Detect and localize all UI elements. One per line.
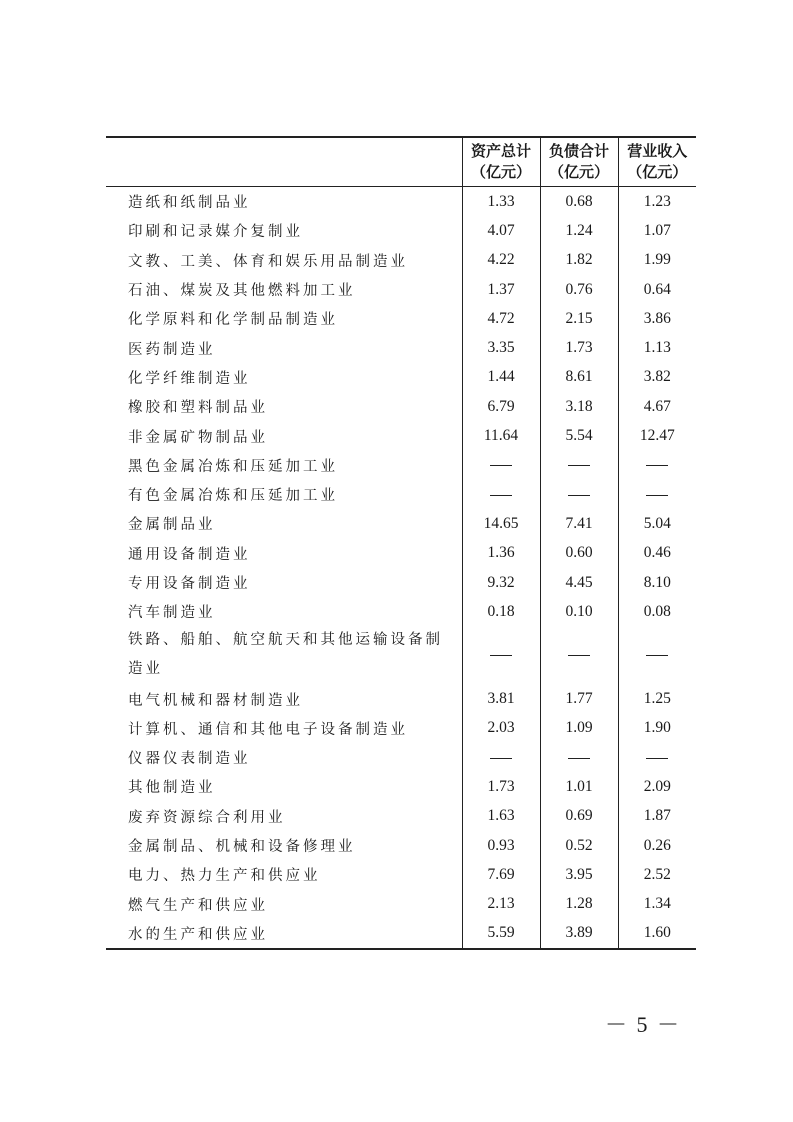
no-data-dash <box>568 495 590 496</box>
operating-revenue-cell: 0.46 <box>618 539 696 568</box>
header-operating-revenue <box>618 137 696 187</box>
table-row <box>106 451 696 480</box>
operating-revenue-cell: 2.09 <box>618 772 696 801</box>
total-liabilities-cell: 8.61 <box>540 363 618 392</box>
total-liabilities-cell: 0.60 <box>540 539 618 568</box>
industry-name-cell: 其他制造业 <box>128 780 216 797</box>
total-liabilities-cell: 1.82 <box>540 246 618 275</box>
industry-name-cell: 专用设备制造业 <box>128 576 251 592</box>
total-assets-cell: 9.32 <box>462 568 540 597</box>
total-assets-cell: 7.69 <box>462 860 540 889</box>
operating-revenue-cell <box>618 480 696 509</box>
total-assets-cell: 4.72 <box>462 304 540 333</box>
total-liabilities-cell: 1.24 <box>540 216 618 245</box>
no-data-dash <box>568 758 590 759</box>
total-liabilities-cell: 7.41 <box>540 509 618 538</box>
total-liabilities-cell <box>540 451 618 480</box>
header-total-assets-unit: （亿元） <box>470 163 531 181</box>
header-industry-name <box>106 137 462 187</box>
header-operating-revenue-unit: （亿元） <box>627 163 688 181</box>
table-row <box>106 333 696 362</box>
industry-name-cell: 电力、热力生产和供应业 <box>128 868 321 885</box>
total-assets-cell: 4.07 <box>462 216 540 245</box>
industry-name-cell: 计算机、通信和其他电子设备制造业 <box>128 721 408 738</box>
industry-name-cell: 金属制品、机械和设备修理业 <box>128 839 356 856</box>
page-number: － 5 － <box>604 1012 681 1037</box>
total-liabilities-cell: 0.10 <box>540 597 618 626</box>
operating-revenue-cell: 1.25 <box>618 684 696 713</box>
total-assets-cell <box>462 480 540 509</box>
total-assets-cell: 5.59 <box>462 919 540 949</box>
table-row <box>106 890 696 919</box>
total-assets-cell <box>462 743 540 772</box>
table-row <box>106 919 696 949</box>
table-row <box>106 597 696 626</box>
table-row <box>106 831 696 860</box>
total-assets-cell: 1.44 <box>462 363 540 392</box>
table-row <box>106 743 696 772</box>
operating-revenue-cell: 3.82 <box>618 363 696 392</box>
operating-revenue-cell: 12.47 <box>618 421 696 450</box>
total-liabilities-cell: 5.54 <box>540 421 618 450</box>
table-row <box>106 392 696 421</box>
operating-revenue-cell: 1.13 <box>618 333 696 362</box>
operating-revenue-cell: 4.67 <box>618 392 696 421</box>
table-row <box>106 421 696 450</box>
operating-revenue-cell: 0.26 <box>618 831 696 860</box>
table-header-row <box>106 137 696 187</box>
total-liabilities-cell: 1.01 <box>540 772 618 801</box>
table-row <box>106 860 696 889</box>
table-row <box>106 626 696 684</box>
total-liabilities-cell <box>540 480 618 509</box>
header-operating-revenue-label: 营业收入 <box>627 142 688 160</box>
no-data-dash <box>646 758 668 759</box>
operating-revenue-cell: 1.90 <box>618 714 696 743</box>
no-data-dash <box>646 655 668 656</box>
total-assets-cell: 3.81 <box>462 684 540 713</box>
total-assets-cell: 4.22 <box>462 246 540 275</box>
industry-name-cell: 橡胶和塑料制品业 <box>128 400 268 417</box>
industry-name-cell: 医药制造业 <box>128 341 216 358</box>
total-assets-cell: 14.65 <box>462 509 540 538</box>
table-body <box>106 187 696 950</box>
industry-name-cell: 造纸和纸制品业 <box>128 195 251 212</box>
industry-name-cell: 化学原料和化学制品制造业 <box>128 312 338 329</box>
industry-name-cell: 电气机械和器材制造业 <box>128 692 303 709</box>
total-assets-cell: 2.13 <box>462 890 540 919</box>
operating-revenue-cell: 1.34 <box>618 890 696 919</box>
industry-name-cell: 通用设备制造业 <box>128 546 251 563</box>
operating-revenue-cell: 0.64 <box>618 275 696 304</box>
header-total-assets-label: 资产总计 <box>470 142 531 160</box>
total-liabilities-cell: 4.45 <box>540 568 618 597</box>
total-assets-cell: 6.79 <box>462 392 540 421</box>
operating-revenue-cell <box>618 743 696 772</box>
industry-name-cell: 黑色金属冶炼和压延加工业 <box>128 458 338 475</box>
total-assets-cell: 1.37 <box>462 275 540 304</box>
no-data-dash <box>568 465 590 466</box>
table-row <box>106 246 696 275</box>
total-liabilities-cell: 0.68 <box>540 187 618 217</box>
operating-revenue-cell: 0.08 <box>618 597 696 626</box>
industry-name-cell: 铁路、船舶、航空航天和其他运输设备制造业 <box>128 632 443 678</box>
no-data-dash <box>646 495 668 496</box>
total-assets-cell: 1.33 <box>462 187 540 217</box>
industry-name-cell: 非金属矿物制品业 <box>128 429 268 446</box>
total-liabilities-cell: 1.09 <box>540 714 618 743</box>
table-row <box>106 216 696 245</box>
total-liabilities-cell <box>540 743 618 772</box>
table-row <box>106 304 696 333</box>
table-row <box>106 275 696 304</box>
total-assets-cell: 1.63 <box>462 802 540 831</box>
industry-name-cell: 汽车制造业 <box>128 605 216 622</box>
operating-revenue-cell: 1.87 <box>618 802 696 831</box>
operating-revenue-cell: 1.23 <box>618 187 696 217</box>
table-row <box>106 802 696 831</box>
table-header <box>106 137 696 187</box>
total-liabilities-cell: 0.69 <box>540 802 618 831</box>
total-liabilities-cell: 0.52 <box>540 831 618 860</box>
total-liabilities-cell: 3.89 <box>540 919 618 949</box>
operating-revenue-cell <box>618 626 696 684</box>
operating-revenue-cell: 1.07 <box>618 216 696 245</box>
total-liabilities-cell: 2.15 <box>540 304 618 333</box>
table-row <box>106 714 696 743</box>
table-row <box>106 684 696 713</box>
industry-name-cell: 燃气生产和供应业 <box>128 897 268 914</box>
total-assets-cell <box>462 451 540 480</box>
header-total-liabilities-unit: （亿元） <box>548 163 609 181</box>
operating-revenue-cell: 5.04 <box>618 509 696 538</box>
total-assets-cell: 3.35 <box>462 333 540 362</box>
no-data-dash <box>490 495 512 496</box>
total-assets-cell: 1.73 <box>462 772 540 801</box>
table-row <box>106 480 696 509</box>
total-assets-cell: 11.64 <box>462 421 540 450</box>
total-liabilities-cell <box>540 626 618 684</box>
total-liabilities-cell: 3.95 <box>540 860 618 889</box>
industry-name-cell: 金属制品业 <box>128 517 216 534</box>
table-row <box>106 363 696 392</box>
total-liabilities-cell: 3.18 <box>540 392 618 421</box>
total-liabilities-cell: 1.77 <box>540 684 618 713</box>
table-row <box>106 509 696 538</box>
industry-name-cell: 水的生产和供应业 <box>106 919 462 949</box>
table-row <box>106 187 696 217</box>
header-total-assets <box>462 137 540 187</box>
operating-revenue-cell <box>618 451 696 480</box>
industry-name-cell: 石油、煤炭及其他燃料加工业 <box>128 283 356 300</box>
operating-revenue-cell: 1.60 <box>618 919 696 949</box>
no-data-dash <box>568 655 590 656</box>
operating-revenue-cell: 2.52 <box>618 860 696 889</box>
total-assets-cell: 1.36 <box>462 539 540 568</box>
header-total-liabilities <box>540 137 618 187</box>
operating-revenue-cell: 3.86 <box>618 304 696 333</box>
total-assets-cell: 2.03 <box>462 714 540 743</box>
table-row <box>106 568 696 597</box>
total-liabilities-cell: 1.28 <box>540 890 618 919</box>
no-data-dash <box>490 655 512 656</box>
industry-name-cell: 化学纤维制造业 <box>128 370 251 387</box>
operating-revenue-cell: 1.99 <box>618 246 696 275</box>
total-assets-cell: 0.18 <box>462 597 540 626</box>
no-data-dash <box>646 465 668 466</box>
total-assets-cell <box>462 626 540 684</box>
table-row <box>106 772 696 801</box>
industry-name-cell: 印刷和记录媒介复制业 <box>128 224 303 241</box>
no-data-dash <box>490 758 512 759</box>
industry-finance-table <box>106 136 696 950</box>
industry-name-cell: 废弃资源综合利用业 <box>128 809 286 826</box>
total-liabilities-cell: 0.76 <box>540 275 618 304</box>
total-liabilities-cell: 1.73 <box>540 333 618 362</box>
industry-name-cell: 仪器仪表制造业 <box>128 751 251 768</box>
industry-name-cell: 文教、工美、体育和娱乐用品制造业 <box>128 253 408 270</box>
operating-revenue-cell: 8.10 <box>618 568 696 597</box>
total-assets-cell: 0.93 <box>462 831 540 860</box>
header-total-liabilities-label: 负债合计 <box>548 142 609 160</box>
industry-name-cell: 有色金属冶炼和压延加工业 <box>128 488 338 505</box>
table-row <box>106 539 696 568</box>
no-data-dash <box>490 465 512 466</box>
